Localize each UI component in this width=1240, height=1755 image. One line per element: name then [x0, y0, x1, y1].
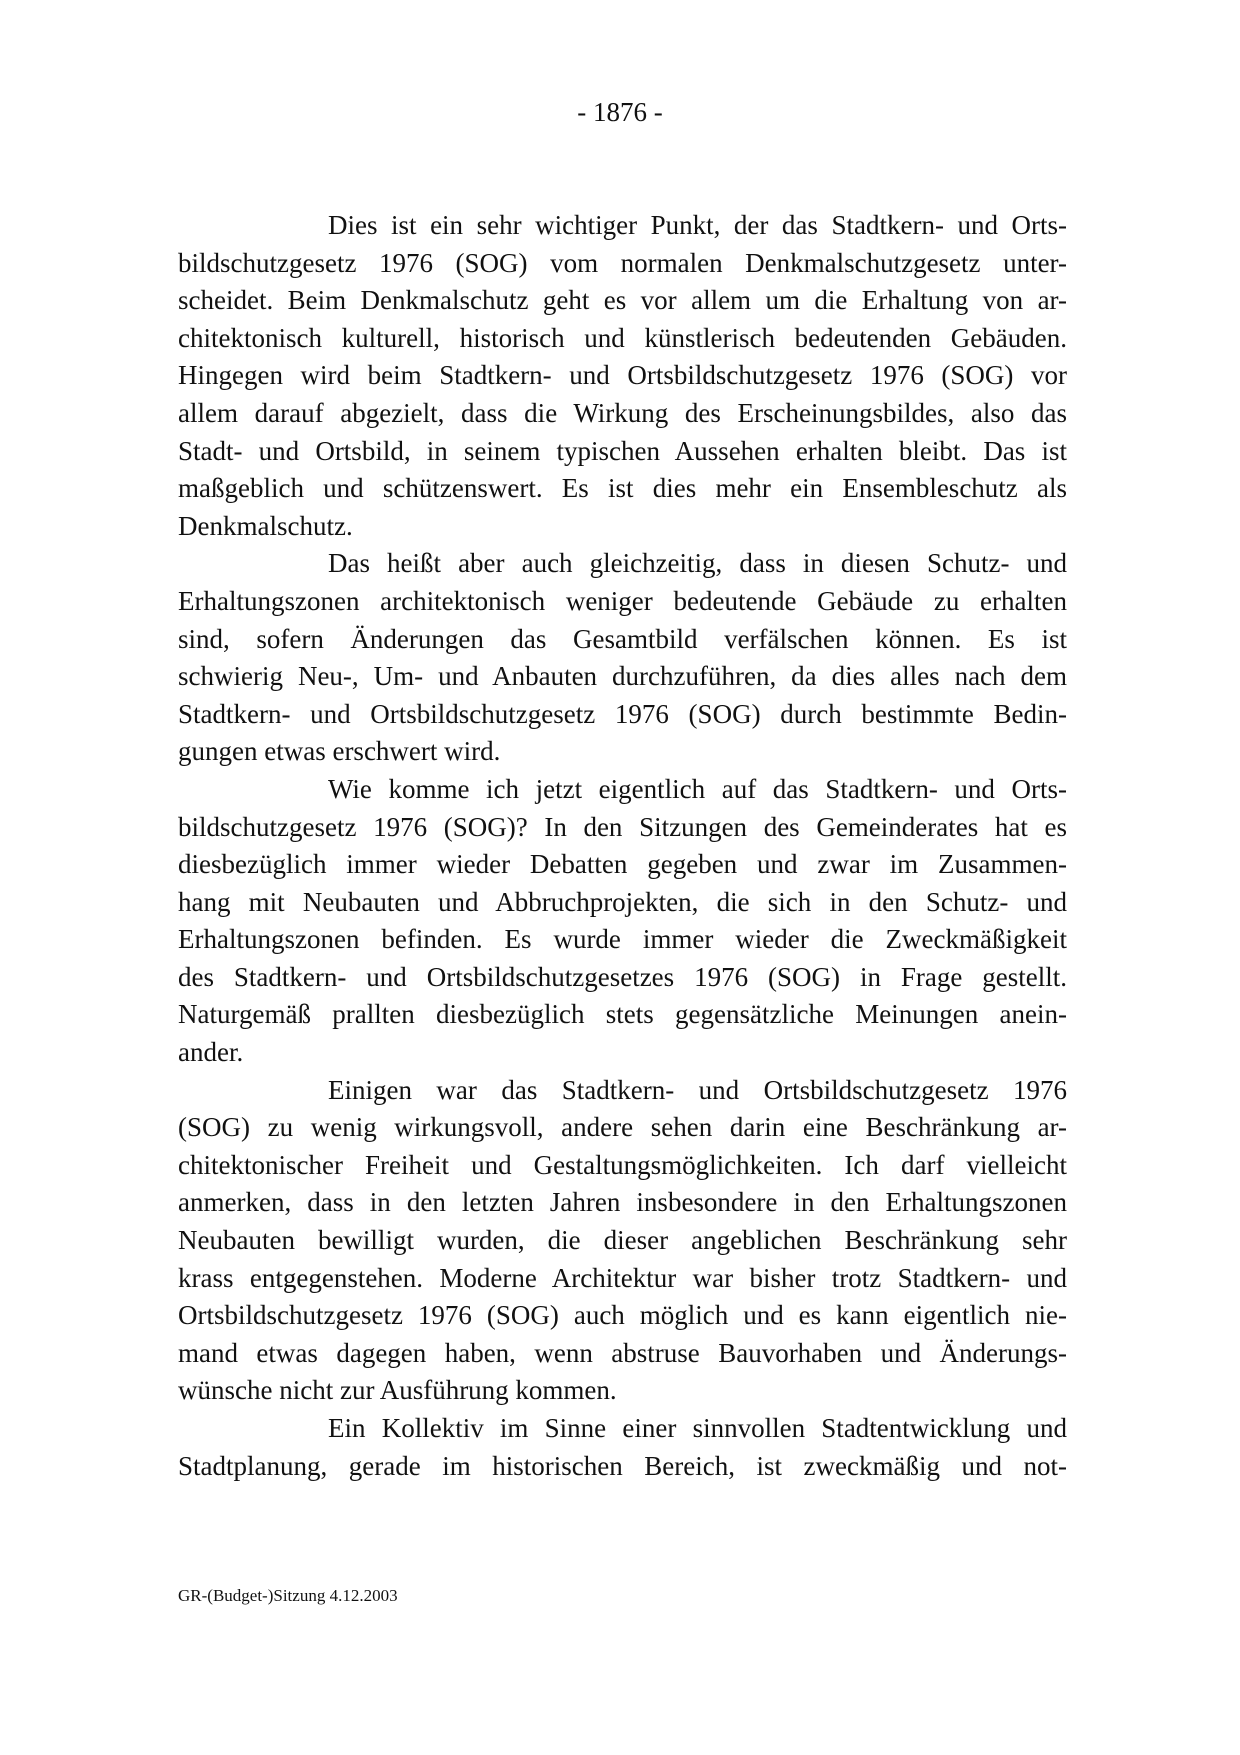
text-line: Naturgemäß prallten diesbezüglich stets gegensätzliche Meinungen anein- — [178, 999, 1067, 1030]
text-line: chitektonisch kulturell, historisch und künstlerisch bedeutenden Gebäuden. — [178, 322, 1067, 353]
text-line: diesbezüglich immer wieder Debatten gegeben und zwar im Zusammen- — [178, 849, 1067, 880]
text-line: gungen etwas erschwert wird. — [178, 736, 501, 767]
text-line: Hingegen wird beim Stadtkern- und Ortsbildschutzgesetz 1976 (SOG) vor — [178, 360, 1067, 391]
paragraph — [178, 1410, 1067, 1485]
text-line: Stadtkern- und Ortsbildschutzgesetz 1976 (SOG) durch bestimmte Bedin- — [178, 698, 1067, 729]
text-line: (SOG) zu wenig wirkungsvoll, andere sehen darin eine Beschränkung ar- — [178, 1112, 1067, 1143]
text-line: Denkmalschutz. — [178, 510, 353, 541]
text-line: Erhaltungszonen befinden. Es wurde immer wieder die Zweckmäßigkeit — [178, 924, 1067, 955]
text-line: des Stadtkern- und Ortsbildschutzgesetzes 1976 (SOG) in Frage gestellt. — [178, 961, 1067, 992]
text-line: krass entgegenstehen. Moderne Architektur war bisher trotz Stadtkern- und — [178, 1262, 1067, 1293]
text-line: mand etwas dagegen haben, wenn abstruse Bauvorhaben und Änderungs- — [178, 1337, 1067, 1368]
text-line: Einigen war das Stadtkern- und Ortsbildschutzgesetz 1976 — [328, 1074, 1067, 1105]
text-line: allem darauf abgezielt, dass die Wirkung des Erscheinungsbildes, also das — [178, 397, 1067, 428]
text-line: Ein Kollektiv im Sinne einer sinnvollen Stadtentwicklung und — [328, 1413, 1067, 1443]
text-line: wünsche nicht zur Ausführung kommen. — [178, 1375, 617, 1406]
text-line: Dies ist ein sehr wichtiger Punkt, der das Stadtkern- und Orts- — [328, 210, 1067, 240]
text-line: maßgeblich und schützenswert. Es ist dies mehr ein Ensembleschutz als — [178, 473, 1067, 504]
document-body — [178, 207, 1067, 1485]
text-line: Wie komme ich jetzt eigentlich auf das Stadtkern- und Orts- — [328, 773, 1067, 804]
text-line: bildschutzgesetz 1976 (SOG) vom normalen Denkmalschutzgesetz unter- — [178, 247, 1067, 278]
text-line: schwierig Neu-, Um- und Anbauten durchzuführen, da dies alles nach dem — [178, 661, 1067, 692]
text-line: anmerken, dass in den letzten Jahren insbesondere in den Erhaltungszonen — [178, 1187, 1067, 1218]
text-line: Ortsbildschutzgesetz 1976 (SOG) auch möglich und es kann eigentlich nie- — [178, 1300, 1067, 1331]
paragraph — [178, 771, 1067, 1072]
paragraph — [178, 545, 1067, 771]
text-line: Erhaltungszonen architektonisch weniger bedeutende Gebäude zu erhalten — [178, 585, 1067, 616]
document-footer: GR-(Budget-)Sitzung 4.12.2003 — [178, 1586, 398, 1605]
text-line: ander. — [178, 1037, 244, 1068]
text-line: Stadtplanung, gerade im historischen Bereich, ist zweckmäßig und not- — [178, 1450, 1067, 1481]
text-line: scheidet. Beim Denkmalschutz geht es vor allem um die Erhaltung von ar- — [178, 285, 1067, 316]
text-line: Das heißt aber auch gleichzeitig, dass in diesen Schutz- und — [328, 548, 1067, 579]
text-line: Stadt- und Ortsbild, in seinem typischen Aussehen erhalten bleibt. Das ist — [178, 435, 1067, 466]
text-line: hang mit Neubauten und Abbruchprojekten, die sich in den Schutz- und — [178, 886, 1067, 917]
text-line: sind, sofern Änderungen das Gesamtbild verfälschen können. Es ist — [178, 623, 1067, 654]
text-line: Neubauten bewilligt wurden, die dieser angeblichen Beschränkung sehr — [178, 1225, 1067, 1256]
text-line: chitektonischer Freiheit und Gestaltungsmöglichkeiten. Ich darf vielleicht — [178, 1149, 1067, 1180]
paragraph — [178, 1072, 1067, 1410]
page-number: - 1876 - — [577, 97, 663, 127]
text-line: bildschutzgesetz 1976 (SOG)? In den Sitzungen des Gemeinderates hat es — [178, 811, 1067, 842]
paragraph — [178, 207, 1067, 545]
